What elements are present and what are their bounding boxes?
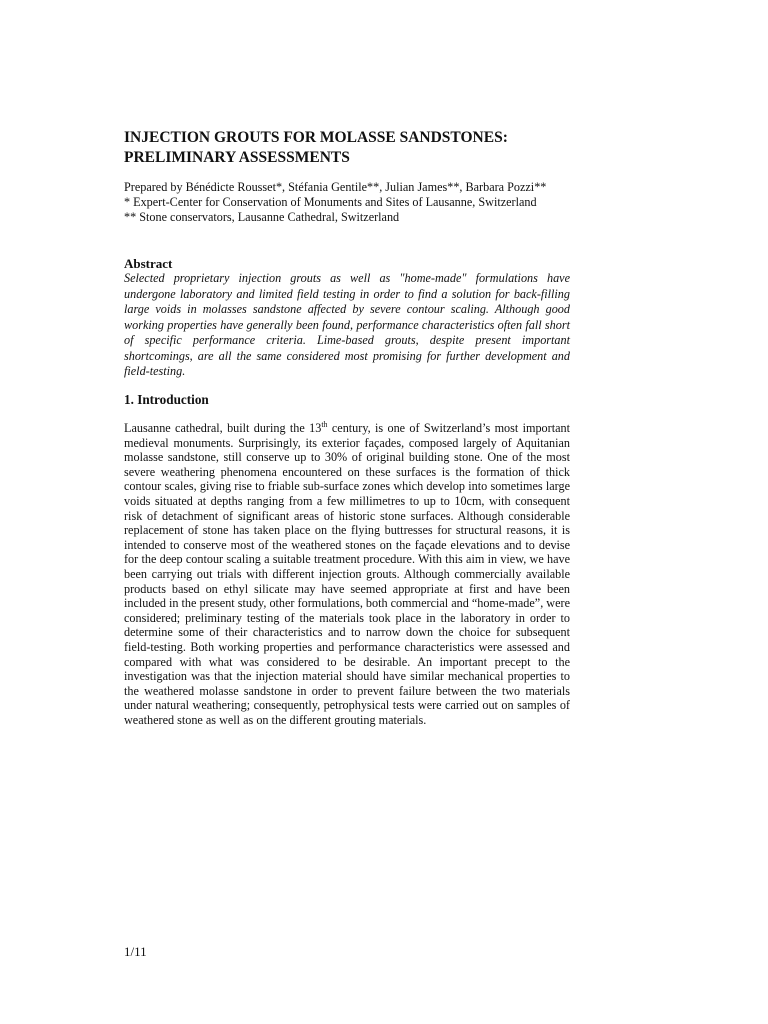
affiliation-2: ** Stone conservators, Lausanne Cathedral, Switzerland bbox=[124, 210, 400, 224]
introduction-text-part-1: Lausanne cathedral, built during the 13 bbox=[124, 421, 322, 435]
introduction-heading: 1. Introduction bbox=[124, 392, 209, 407]
abstract-heading: Abstract bbox=[124, 256, 173, 271]
introduction-text bbox=[124, 421, 570, 727]
page-number: 1/11 bbox=[124, 944, 147, 959]
introduction-text-part-2: century, is one of Switzerland’s most important medieval monuments. Surprisingly, its exterior façades, composed largely of Aquitanian molasse sandstone, still conserve up to 30% of original building stone. One of the most severe weathering phenomena encountered on these surfaces is the formation of thick contour scales, giving rise to friable sub-surface zones which develop into sometimes large voids situated at depths ranging from a few millimetres to up to 10cm, with consequent risk of detachment of significant areas of historic stone surfaces. Although considerable replacement of stone has taken place on the flying buttresses for structural reasons, it is intended to conserve most of the weathered stones on the façade elevations and to devise for the deep contour scaling a suitable treatment procedure. With this aim in view, we have been carrying out trials with different injection grouts. Although commercially available products based on ethyl silicate may have seemed appropriate at first and have been included in the present study, other formulations, both commercial and “home-made”, were considered; preliminary testing of the materials took place in the laboratory in order to determine some of their characteristics and to narrow down the choice for subsequent field-testing. Both working properties and performance characteristics were assessed and compared with what was considered to be desirable. An important precept to the investigation was that the injection material should have similar mechanical properties to the weathered molasse sandstone in order to prevent failure between the two materials under natural weathering; consequently, petrophysical tests were carried out on samples of weathered stone as well as on the different grouting materials. bbox=[124, 421, 570, 727]
century-ordinal-superscript: th bbox=[321, 419, 328, 429]
abstract-text: Selected proprietary injection grouts as well as "home-made" formulations have undergone laboratory and limited field testing in order to find a solution for back-filling large voids in molasses sandstone affected by severe contour scaling. Although good working properties have generally been found, performance characteristics often fall short of specific performance criteria. Lime-based grouts, despite present important shortcomings, are all the same considered most promising for further development and field-testing. bbox=[124, 271, 570, 378]
authors-block bbox=[124, 180, 570, 225]
title-line-1: INJECTION GROUTS FOR MOLASSE SANDSTONES: bbox=[124, 129, 508, 146]
affiliation-1: * Expert-Center for Conservation of Monuments and Sites of Lausanne, Switzerland bbox=[124, 195, 537, 209]
document-title bbox=[124, 128, 570, 168]
authors-line: Prepared by Bénédicte Rousset*, Stéfania Gentile**, Julian James**, Barbara Pozzi** bbox=[124, 180, 547, 194]
title-line-2: PRELIMINARY ASSESSMENTS bbox=[124, 149, 350, 166]
